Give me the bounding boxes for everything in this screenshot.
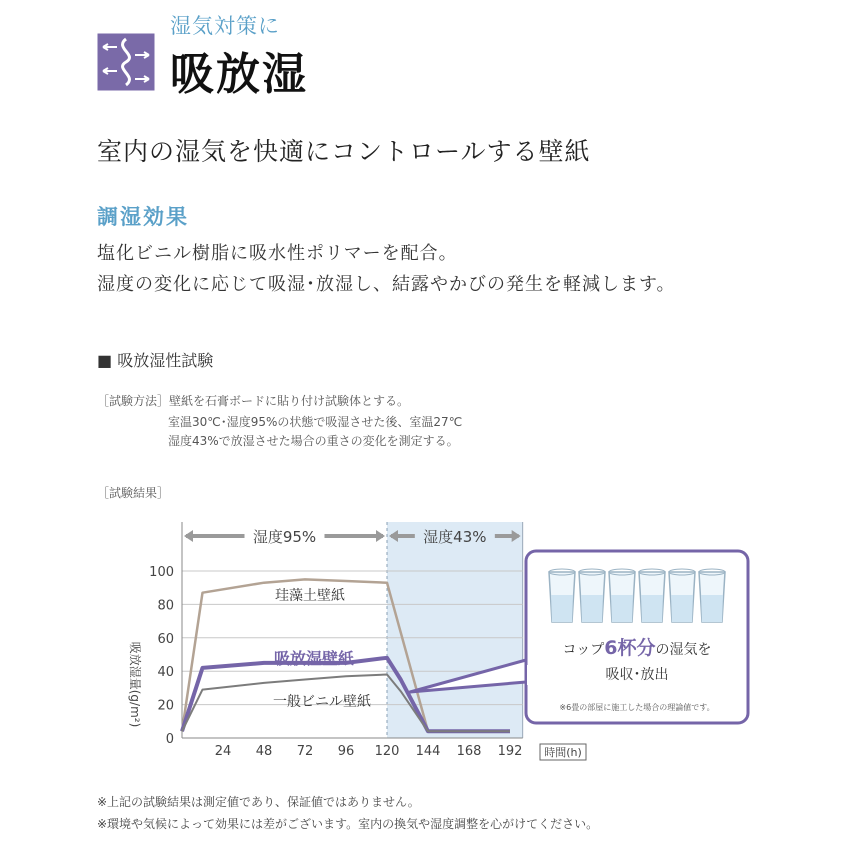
y-tick-label: 60 xyxy=(157,631,174,647)
headline: 室内の湿気を快適にコントロールする壁紙 xyxy=(97,137,591,166)
page-title: 吸放湿 xyxy=(170,49,308,100)
x-tick-label: 96 xyxy=(337,744,355,759)
y-tick-label: 20 xyxy=(157,698,174,714)
x-tick-label: 168 xyxy=(456,744,482,759)
x-tick-label: 192 xyxy=(497,744,523,759)
phase-label: 湿度95% xyxy=(252,528,317,546)
test-title: ■ 吸放湿性試験 xyxy=(97,351,214,370)
callout-text-post: の湿気を xyxy=(655,642,712,658)
effect-title: 調湿効果 xyxy=(97,205,189,229)
callout-text-line-2: 吸収･放出 xyxy=(605,667,669,683)
test-result-label: ［試験結果］ xyxy=(97,486,170,500)
cup-water-icon xyxy=(701,595,723,622)
footnote-1: ※上記の試験結果は測定値であり、保証値ではありません。 xyxy=(97,795,420,809)
callout-gap xyxy=(527,665,530,685)
effect-line-2: 湿度の変化に応じて吸湿･放湿し、結露やかびの発生を軽減します。 xyxy=(97,274,676,295)
series-label: 珪藻土壁紙 xyxy=(275,588,345,604)
x-tick-label: 72 xyxy=(296,744,314,759)
x-axis-label: 時間(h) xyxy=(544,746,582,759)
test-method-line-1: ［試験方法］壁紙を石膏ボードに貼り付け試験体とする。 xyxy=(97,394,410,408)
x-tick-label: 24 xyxy=(214,744,232,759)
series-label: 一般ビニル壁紙 xyxy=(273,694,371,710)
phase-band xyxy=(387,522,523,738)
y-tick-label: 40 xyxy=(157,665,174,681)
y-tick-label: 0 xyxy=(165,732,174,747)
header-tag: 湿気対策に xyxy=(170,14,280,38)
y-tick-label: 80 xyxy=(157,598,174,614)
cup-water-icon xyxy=(641,595,663,622)
x-tick-label: 144 xyxy=(415,744,441,759)
callout-text-number: 6杯分 xyxy=(604,637,656,659)
phase-label: 湿度43% xyxy=(423,528,487,546)
x-tick-label: 120 xyxy=(374,744,400,759)
series-label: 吸放湿壁紙 xyxy=(273,649,355,668)
cup-water-icon xyxy=(671,595,693,622)
test-method-line-3: 湿度43%で放湿させた場合の重さの変化を測定する。 xyxy=(168,434,459,448)
callout-footnote: ※6畳の部屋に施工した場合の理論値です。 xyxy=(559,703,715,712)
cup-water-icon xyxy=(611,595,633,622)
y-axis-label: 吸放湿量(g/m²) xyxy=(128,641,142,728)
test-method-line-2: 室温30℃･湿度95%の状態で吸湿させた後、室温27℃ xyxy=(168,415,463,429)
x-tick-label: 48 xyxy=(255,744,273,759)
footnote-2: ※環境や気候によって効果には差がございます。室内の換気や湿度調整を心がけてください。 xyxy=(97,817,599,831)
callout-text-pre: コップ xyxy=(562,642,605,658)
cup-water-icon xyxy=(581,595,603,622)
y-tick-label: 100 xyxy=(149,565,174,580)
effect-line-1: 塩化ビニル樹脂に吸水性ポリマーを配合。 xyxy=(97,243,458,264)
cup-water-icon xyxy=(551,595,573,622)
